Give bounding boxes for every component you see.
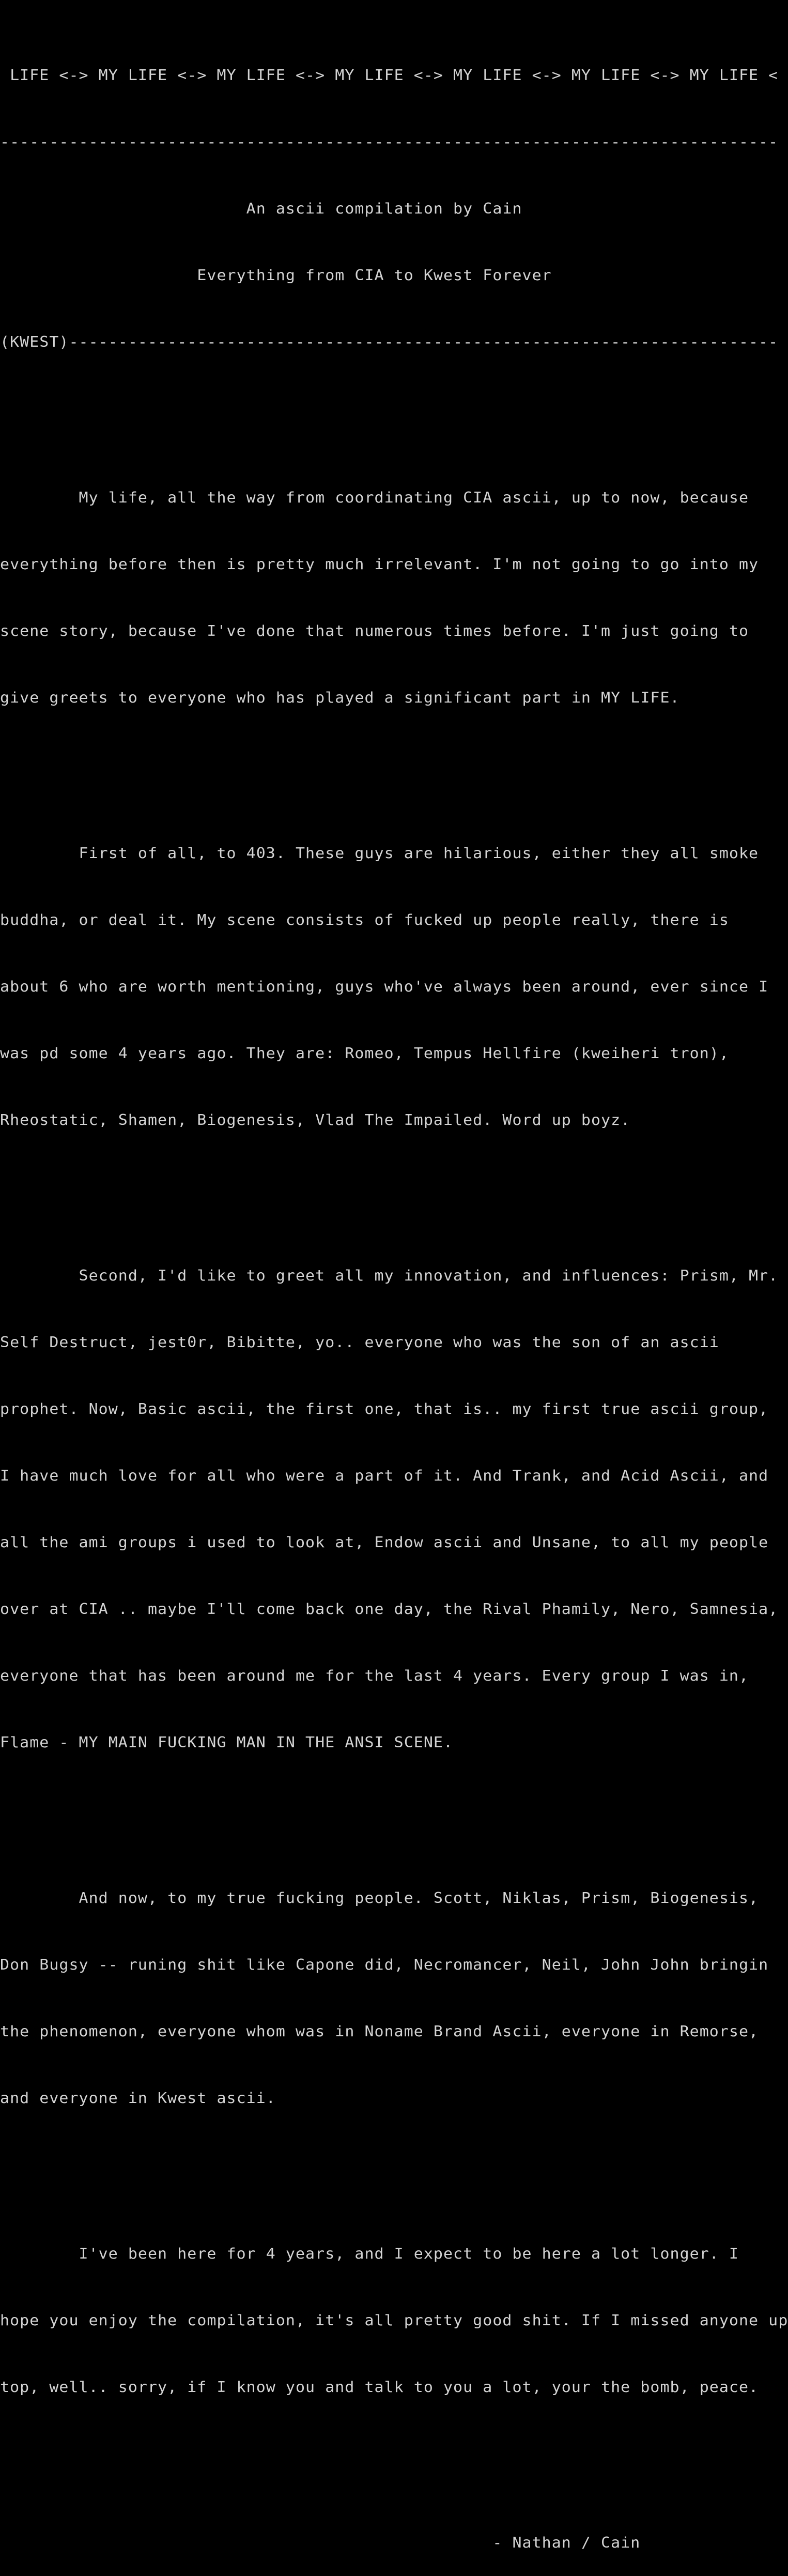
blank-line	[0, 753, 781, 775]
divider-top: -------------------------------------------------------------------------------	[0, 133, 779, 150]
paragraph-line: My life, all the way from coordinating CIA ascii, up to now, because	[0, 489, 749, 506]
blank-line	[0, 1798, 781, 1820]
paragraph-line: scene story, because I've done that numerous times before. I'm just going to	[0, 622, 749, 639]
paragraph-line: buddha, or deal it. My scene consists of fucked up people really, there is	[0, 911, 729, 928]
blank-line	[0, 398, 781, 420]
paragraph-line: everything before then is pretty much irrelevant. I'm not going to go into my	[0, 556, 759, 573]
blank-line	[0, 1176, 781, 1198]
paragraph-line: hope you enjoy the compilation, it's all pretty good shit. If I missed anyone up	[0, 2312, 788, 2329]
paragraph-line: was pd some 4 years ago. They are: Romeo, Tempus Hellfire (kweiheri tron),	[0, 1045, 729, 1062]
paragraph-line: top, well.. sorry, if I know you and talk to you a lot, your the bomb, peace.	[0, 2379, 759, 2396]
paragraph-line: prophet. Now, Basic ascii, the first one, that is.. my first true ascii group,	[0, 1400, 769, 1417]
paragraph-line: Don Bugsy -- runing shit like Capone did, Necromancer, Neil, John John bringin	[0, 1956, 769, 1973]
compilation-subtitle: Everything from CIA to Kwest Forever	[0, 267, 552, 284]
blank-line	[0, 2443, 781, 2465]
paragraph-line: give greets to everyone who has played a significant part in MY LIFE.	[0, 689, 680, 706]
paragraph-line: I've been here for 4 years, and I expect to be here a lot longer. I	[0, 2245, 739, 2262]
paragraph-line: the phenomenon, everyone whom was in Noname Brand Ascii, everyone in Remorse,	[0, 2023, 759, 2040]
paragraph-line: Second, I'd like to greet all my innovation, and influences: Prism, Mr.	[0, 1267, 779, 1284]
paragraph-line: Flame - MY MAIN FUCKING MAN IN THE ANSI SCENE.	[0, 1734, 454, 1751]
compilation-title: An ascii compilation by Cain	[0, 200, 522, 217]
paragraph-line: I have much love for all who were a part of it. And Trank, and Acid Ascii, and	[0, 1467, 769, 1484]
paragraph-line: First of all, to 403. These guys are hilarious, either they all smoke	[0, 845, 759, 862]
paragraph-line: Rheostatic, Shamen, Biogenesis, Vlad The Impailed. Word up boyz.	[0, 1111, 631, 1129]
paragraph-line: all the ami groups i used to look at, Endow ascii and Unsane, to all my people	[0, 1534, 769, 1551]
blank-line	[0, 2154, 781, 2176]
divider-kwest: (KWEST)------------------------------------------------------------------------	[0, 333, 779, 350]
paragraph-line: and everyone in Kwest ascii.	[0, 2090, 276, 2107]
ascii-text-viewer	[0, 20, 788, 2576]
paragraph-line: about 6 who are worth mentioning, guys who've always been around, ever since I	[0, 978, 769, 995]
banner-line: LIFE <-> MY LIFE <-> MY LIFE <-> MY LIFE <-> MY LIFE <-> MY LIFE <-> MY LIFE <	[0, 67, 779, 84]
paragraph-line: over at CIA .. maybe I'll come back one day, the Rival Phamily, Nero, Samnesia,	[0, 1601, 779, 1618]
paragraph-line: Self Destruct, jest0r, Bibitte, yo.. everyone who was the son of an ascii	[0, 1334, 719, 1351]
paragraph-line: And now, to my true fucking people. Scott, Niklas, Prism, Biogenesis,	[0, 1889, 759, 1907]
signature: - Nathan / Cain	[0, 2534, 641, 2551]
paragraph-line: everyone that has been around me for the last 4 years. Every group I was in,	[0, 1667, 749, 1684]
